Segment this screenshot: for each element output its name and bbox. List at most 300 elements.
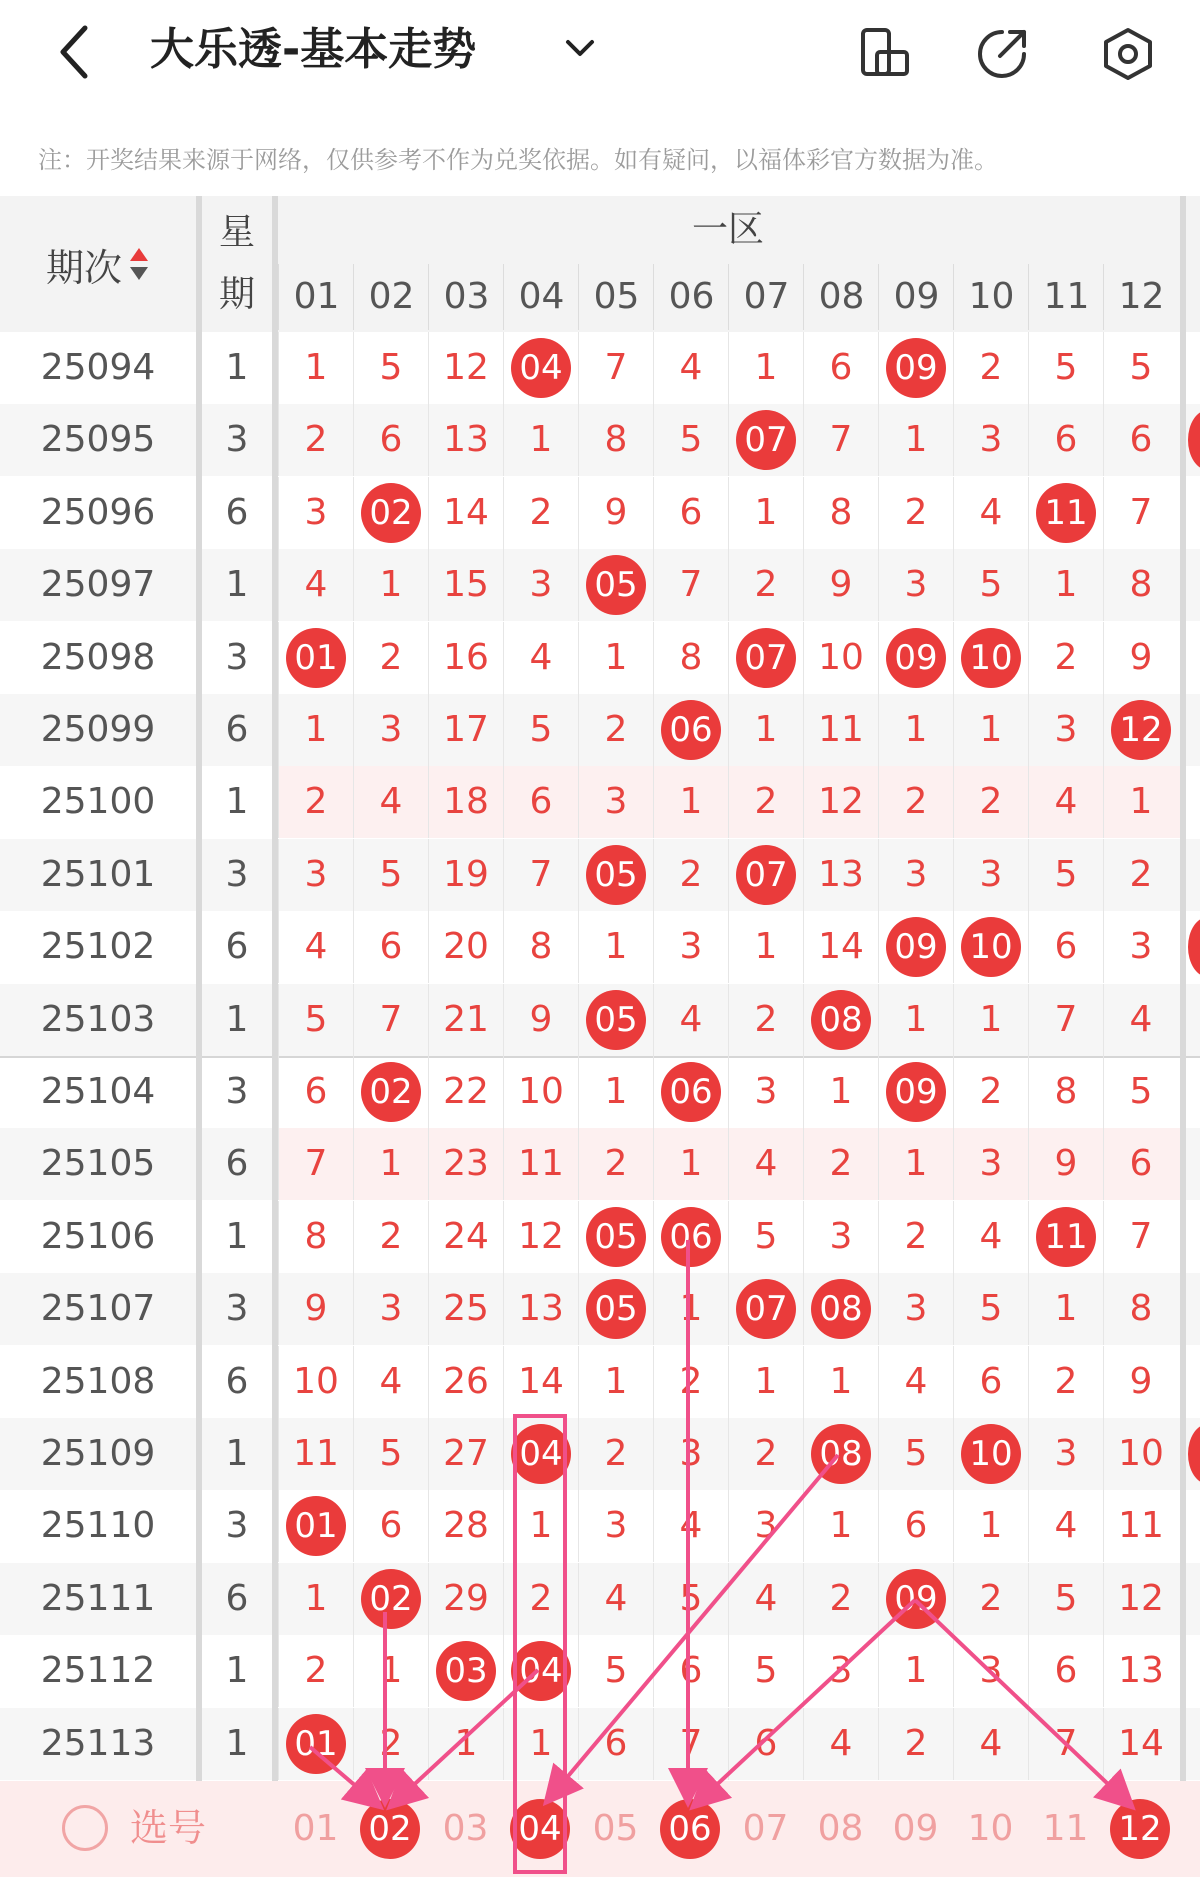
table-row — [0, 1128, 1200, 1200]
omission-cell: 6 — [653, 477, 728, 549]
drawn-ball: 05 — [586, 845, 646, 905]
weekday-value: 3 — [225, 1288, 249, 1330]
drawn-ball: 06 — [661, 1207, 721, 1267]
offscreen-ball — [1188, 410, 1200, 470]
omission-cell: 6 — [353, 911, 428, 983]
omission-cell: 3 — [578, 766, 653, 838]
omission-cell: 3 — [1028, 1418, 1103, 1490]
table-row — [0, 622, 1200, 694]
omission-cell: 5 — [1103, 332, 1178, 404]
drawn-number-cell — [1028, 1201, 1103, 1273]
omission-cell: 1 — [728, 694, 803, 766]
omission-cell: 6 — [1028, 1635, 1103, 1707]
selected-number[interactable] — [653, 1793, 728, 1865]
omission-cell: 14 — [503, 1346, 578, 1418]
table-row — [0, 1201, 1200, 1273]
omission-cell: 12 — [803, 766, 878, 838]
select-label: 选号 — [130, 1806, 207, 1850]
omission-cell: 1 — [278, 1563, 353, 1635]
drawn-ball: 10 — [961, 917, 1021, 977]
drawn-number-cell — [503, 1418, 578, 1490]
omission-cell: 4 — [653, 984, 728, 1056]
drawn-ball: 12 — [1111, 700, 1171, 760]
omission-cell: 6 — [353, 404, 428, 476]
table-row — [0, 332, 1200, 404]
omission-cell: 9 — [278, 1273, 353, 1345]
weekday-value: 6 — [225, 1143, 249, 1185]
omission-cell: 1 — [578, 622, 653, 694]
period-number: 25113 — [40, 1722, 156, 1764]
omission-cell: 4 — [653, 1490, 728, 1562]
period-number: 25106 — [40, 1215, 156, 1257]
weekday-value: 1 — [225, 347, 249, 388]
weekday-value: 1 — [225, 1433, 249, 1474]
omission-cell: 1 — [578, 1346, 653, 1418]
omission-cell: 2 — [953, 332, 1028, 404]
omission-cell: 5 — [1028, 1563, 1103, 1635]
omission-cell: 4 — [278, 911, 353, 983]
omission-cell: 1 — [503, 1490, 578, 1562]
omission-cell: 2 — [353, 622, 428, 694]
omission-cell: 3 — [503, 549, 578, 621]
omission-cell: 6 — [1028, 404, 1103, 476]
drawn-number-cell — [878, 1056, 953, 1128]
drawn-number-cell — [878, 911, 953, 983]
table-row — [0, 766, 1200, 838]
drawn-ball: 08 — [811, 1424, 871, 1484]
period-number: 25102 — [40, 926, 156, 968]
omission-cell: 3 — [803, 1635, 878, 1707]
omission-cell: 12 — [503, 1201, 578, 1273]
column-header: 02 — [353, 264, 429, 330]
drawn-number-cell — [878, 622, 953, 694]
omission-cell: 1 — [1103, 766, 1178, 838]
drawn-ball: 08 — [811, 1279, 871, 1339]
omission-cell: 12 — [428, 332, 503, 404]
column-divider — [1180, 196, 1186, 1781]
omission-cell: 1 — [353, 1635, 428, 1707]
selected-number[interactable] — [1103, 1793, 1178, 1865]
back-arrow-icon[interactable] — [55, 22, 95, 82]
drawn-ball: 07 — [736, 1279, 796, 1339]
drawn-ball: 09 — [886, 1062, 946, 1122]
omission-cell: 29 — [428, 1563, 503, 1635]
omission-cell: 9 — [1103, 1346, 1178, 1418]
omission-cell: 6 — [1103, 404, 1178, 476]
omission-cell: 4 — [878, 1346, 953, 1418]
omission-cell: 5 — [653, 1563, 728, 1635]
omission-cell: 8 — [1028, 1056, 1103, 1128]
omission-cell: 1 — [878, 984, 953, 1056]
omission-cell: 2 — [278, 404, 353, 476]
omission-cell: 5 — [728, 1201, 803, 1273]
omission-cell: 5 — [503, 694, 578, 766]
drawn-ball: 07 — [736, 845, 796, 905]
omission-cell: 9 — [803, 549, 878, 621]
column-header: 04 — [503, 264, 579, 330]
drawn-number-cell — [578, 1273, 653, 1345]
column-header: 08 — [803, 264, 879, 330]
drawn-number-cell — [503, 1635, 578, 1707]
drawn-number-cell — [578, 1201, 653, 1273]
omission-cell: 2 — [803, 1563, 878, 1635]
drawn-ball: 10 — [961, 1424, 1021, 1484]
chevron-down-icon[interactable] — [560, 28, 600, 68]
column-header: 12 — [1103, 264, 1179, 330]
omission-cell: 11 — [803, 694, 878, 766]
rotate-screen-icon[interactable] — [855, 24, 915, 84]
drawn-ball: 05 — [586, 1207, 646, 1267]
drawn-ball: 02 — [361, 1569, 421, 1629]
table-row — [0, 549, 1200, 621]
drawn-ball: 10 — [961, 628, 1021, 688]
omission-cell: 1 — [728, 332, 803, 404]
drawn-number-cell — [953, 911, 1028, 983]
omission-cell: 6 — [728, 1708, 803, 1780]
omission-cell: 2 — [953, 1056, 1028, 1128]
omission-cell: 10 — [503, 1056, 578, 1128]
omission-cell: 3 — [728, 1490, 803, 1562]
omission-cell: 10 — [1103, 1418, 1178, 1490]
omission-cell: 12 — [1103, 1563, 1178, 1635]
omission-cell: 4 — [728, 1128, 803, 1200]
weekday-value: 1 — [225, 781, 249, 823]
omission-cell: 1 — [1028, 1273, 1103, 1345]
omission-cell: 18 — [428, 766, 503, 838]
omission-cell: 6 — [653, 1635, 728, 1707]
omission-cell: 3 — [1103, 911, 1178, 983]
app-header — [0, 0, 1200, 110]
selectable-number[interactable]: 11 — [1042, 1808, 1089, 1849]
selectable-number[interactable]: 10 — [967, 1808, 1014, 1849]
omission-cell: 3 — [953, 1635, 1028, 1707]
omission-cell: 7 — [1028, 984, 1103, 1056]
drawn-number-cell — [353, 1563, 428, 1635]
weekday-value: 3 — [225, 853, 249, 895]
period-header-label: 期次 — [45, 245, 122, 290]
drawn-number-cell — [578, 984, 653, 1056]
omission-cell: 2 — [653, 1346, 728, 1418]
sort-icon[interactable] — [128, 244, 150, 284]
omission-cell: 7 — [1103, 1201, 1178, 1273]
omission-cell: 8 — [278, 1201, 353, 1273]
omission-cell: 13 — [1103, 1635, 1178, 1707]
omission-cell: 1 — [878, 404, 953, 476]
omission-cell: 3 — [953, 404, 1028, 476]
omission-cell: 4 — [578, 1563, 653, 1635]
omission-cell: 6 — [1028, 911, 1103, 983]
omission-cell: 1 — [728, 477, 803, 549]
omission-cell: 2 — [278, 1635, 353, 1707]
drawn-ball: 09 — [886, 338, 946, 398]
selectable-number[interactable]: 09 — [892, 1808, 939, 1849]
column-header: 05 — [578, 264, 654, 330]
period-number: 25105 — [40, 1143, 156, 1185]
omission-cell: 5 — [578, 1635, 653, 1707]
omission-cell: 1 — [953, 984, 1028, 1056]
period-number: 25111 — [40, 1577, 156, 1619]
omission-cell: 7 — [278, 1128, 353, 1200]
drawn-number-cell — [428, 1635, 503, 1707]
selected-ball: 12 — [1110, 1799, 1170, 1859]
weekday-value: 6 — [225, 926, 249, 968]
weekday-value: 6 — [225, 1360, 249, 1402]
omission-cell: 5 — [953, 549, 1028, 621]
omission-cell: 5 — [728, 1635, 803, 1707]
omission-cell: 5 — [1028, 839, 1103, 911]
offscreen-ball — [1188, 917, 1200, 977]
omission-cell: 1 — [278, 694, 353, 766]
omission-cell: 23 — [428, 1128, 503, 1200]
omission-cell: 2 — [728, 766, 803, 838]
settings-icon[interactable] — [1098, 24, 1158, 84]
omission-cell: 2 — [728, 984, 803, 1056]
weekday-value: 6 — [225, 491, 249, 533]
omission-cell: 1 — [878, 1635, 953, 1707]
omission-cell: 7 — [1028, 1708, 1103, 1780]
omission-cell: 8 — [1103, 1273, 1178, 1345]
omission-cell: 1 — [278, 332, 353, 404]
weekday-value: 1 — [225, 1215, 249, 1257]
period-number: 25099 — [40, 709, 156, 750]
omission-cell: 14 — [428, 477, 503, 549]
omission-cell: 8 — [1103, 549, 1178, 621]
drawn-number-cell — [878, 1563, 953, 1635]
omission-cell: 3 — [278, 839, 353, 911]
omission-cell: 5 — [878, 1418, 953, 1490]
weekday-value: 1 — [225, 1722, 249, 1764]
omission-cell: 5 — [953, 1273, 1028, 1345]
omission-cell: 4 — [653, 332, 728, 404]
omission-cell: 14 — [1103, 1708, 1178, 1780]
selected-ball: 06 — [660, 1799, 720, 1859]
omission-cell: 4 — [1028, 766, 1103, 838]
omission-cell: 6 — [278, 1056, 353, 1128]
drawn-ball: 04 — [511, 1424, 571, 1484]
selectable-number[interactable]: 05 — [592, 1808, 639, 1849]
omission-cell: 2 — [578, 694, 653, 766]
page-title: 大乐透-基本走势 — [150, 24, 477, 75]
selected-ball: 04 — [510, 1799, 570, 1859]
omission-cell: 2 — [1028, 622, 1103, 694]
period-number: 25096 — [40, 491, 156, 533]
omission-cell: 10 — [803, 622, 878, 694]
weekday-value: 3 — [225, 1505, 249, 1547]
omission-cell: 7 — [653, 1708, 728, 1780]
omission-cell: 5 — [1103, 1056, 1178, 1128]
omission-cell: 17 — [428, 694, 503, 766]
omission-cell: 8 — [578, 404, 653, 476]
drawn-number-cell — [803, 1273, 878, 1345]
omission-cell: 3 — [653, 911, 728, 983]
omission-cell: 7 — [803, 404, 878, 476]
weekday-column-header — [202, 196, 272, 332]
omission-cell: 2 — [503, 477, 578, 549]
column-header: 06 — [653, 264, 729, 330]
select-radio[interactable] — [62, 1805, 108, 1851]
omission-cell: 25 — [428, 1273, 503, 1345]
omission-cell: 3 — [953, 1128, 1028, 1200]
omission-cell: 9 — [1103, 622, 1178, 694]
drawn-number-cell — [278, 1490, 353, 1562]
weekday-value: 6 — [225, 1577, 249, 1619]
omission-cell: 6 — [578, 1708, 653, 1780]
weekday-value: 3 — [225, 636, 249, 678]
offscreen-ball — [1188, 1424, 1200, 1484]
omission-cell: 3 — [878, 1273, 953, 1345]
drawn-ball: 11 — [1036, 483, 1096, 543]
omission-cell: 3 — [353, 694, 428, 766]
table-row — [0, 911, 1200, 983]
period-number: 25112 — [40, 1650, 156, 1692]
omission-cell: 1 — [578, 1056, 653, 1128]
omission-cell: 3 — [878, 549, 953, 621]
drawn-ball: 09 — [886, 917, 946, 977]
drawn-number-cell — [728, 404, 803, 476]
omission-cell: 9 — [503, 984, 578, 1056]
selectable-number[interactable]: 01 — [292, 1808, 339, 1849]
omission-cell: 1 — [653, 1273, 728, 1345]
share-icon[interactable] — [972, 24, 1032, 84]
drawn-ball: 09 — [886, 1569, 946, 1629]
omission-cell: 1 — [803, 1056, 878, 1128]
drawn-ball: 05 — [586, 555, 646, 615]
omission-cell: 7 — [578, 332, 653, 404]
weekday-value: 1 — [225, 564, 249, 606]
table-row — [0, 984, 1200, 1056]
drawn-number-cell — [1028, 477, 1103, 549]
selected-number[interactable] — [503, 1793, 578, 1865]
omission-cell: 1 — [728, 1346, 803, 1418]
omission-cell: 20 — [428, 911, 503, 983]
omission-cell: 2 — [728, 549, 803, 621]
selectable-number[interactable]: 07 — [742, 1808, 789, 1849]
omission-cell: 9 — [1028, 1128, 1103, 1200]
omission-cell: 6 — [503, 766, 578, 838]
table-row — [0, 404, 1200, 476]
drawn-ball: 01 — [286, 1496, 346, 1556]
drawn-ball: 01 — [286, 628, 346, 688]
drawn-ball: 02 — [361, 1062, 421, 1122]
omission-cell: 1 — [728, 911, 803, 983]
drawn-ball: 07 — [736, 628, 796, 688]
omission-cell: 7 — [353, 984, 428, 1056]
omission-cell: 3 — [878, 839, 953, 911]
omission-cell: 21 — [428, 984, 503, 1056]
omission-cell: 2 — [578, 1128, 653, 1200]
drawn-ball: 02 — [361, 483, 421, 543]
drawn-number-cell — [503, 332, 578, 404]
drawn-number-cell — [878, 332, 953, 404]
omission-cell: 4 — [953, 477, 1028, 549]
drawn-ball: 11 — [1036, 1207, 1096, 1267]
drawn-number-cell — [728, 839, 803, 911]
weekday-value: 1 — [225, 1650, 249, 1692]
drawn-ball: 06 — [661, 1062, 721, 1122]
omission-cell: 16 — [428, 622, 503, 694]
omission-cell: 5 — [1028, 332, 1103, 404]
omission-cell: 4 — [728, 1563, 803, 1635]
omission-cell: 22 — [428, 1056, 503, 1128]
omission-cell: 6 — [353, 1490, 428, 1562]
drawn-ball: 09 — [886, 628, 946, 688]
period-number: 25108 — [40, 1360, 156, 1402]
table-row — [0, 1273, 1200, 1345]
table-row — [0, 1635, 1200, 1707]
omission-cell: 2 — [1028, 1346, 1103, 1418]
omission-cell: 4 — [503, 622, 578, 694]
omission-cell: 1 — [1028, 549, 1103, 621]
omission-cell: 13 — [503, 1273, 578, 1345]
period-number: 25101 — [40, 853, 156, 895]
period-column-header[interactable] — [0, 196, 196, 332]
column-divider — [272, 196, 278, 1781]
omission-cell: 1 — [803, 1490, 878, 1562]
drawn-number-cell — [728, 1273, 803, 1345]
omission-cell: 11 — [1103, 1490, 1178, 1562]
drawn-ball: 04 — [511, 1641, 571, 1701]
omission-cell: 3 — [353, 1273, 428, 1345]
omission-cell: 2 — [578, 1418, 653, 1490]
omission-cell: 2 — [728, 1418, 803, 1490]
omission-cell: 2 — [953, 1563, 1028, 1635]
omission-cell: 7 — [1103, 477, 1178, 549]
selectable-number[interactable]: 08 — [817, 1808, 864, 1849]
omission-cell: 2 — [803, 1128, 878, 1200]
omission-cell: 1 — [353, 549, 428, 621]
drawn-number-cell — [803, 984, 878, 1056]
omission-cell: 6 — [953, 1346, 1028, 1418]
omission-cell: 15 — [428, 549, 503, 621]
drawn-number-cell — [803, 1418, 878, 1490]
table-row — [0, 1563, 1200, 1635]
selectable-number[interactable]: 03 — [442, 1808, 489, 1849]
period-number: 25098 — [40, 636, 156, 678]
omission-cell: 2 — [878, 766, 953, 838]
omission-cell: 1 — [953, 1490, 1028, 1562]
omission-cell: 5 — [353, 1418, 428, 1490]
omission-cell: 4 — [953, 1201, 1028, 1273]
omission-cell: 5 — [653, 404, 728, 476]
omission-cell: 5 — [353, 839, 428, 911]
drawn-ball: 07 — [736, 410, 796, 470]
selected-number[interactable] — [353, 1793, 428, 1865]
period-number: 25103 — [40, 998, 156, 1040]
omission-cell: 1 — [653, 1128, 728, 1200]
drawn-number-cell — [653, 1056, 728, 1128]
drawn-number-cell — [578, 549, 653, 621]
column-header: 11 — [1028, 264, 1104, 330]
omission-cell: 1 — [953, 694, 1028, 766]
drawn-ball: 01 — [286, 1714, 346, 1774]
weekday-value: 6 — [225, 709, 249, 750]
drawn-ball: 06 — [661, 700, 721, 760]
omission-cell: 2 — [353, 1201, 428, 1273]
drawn-ball: 05 — [586, 1279, 646, 1339]
column-header: 03 — [428, 264, 504, 330]
table-row — [0, 694, 1200, 766]
omission-cell: 13 — [428, 404, 503, 476]
drawn-number-cell — [953, 622, 1028, 694]
omission-cell: 4 — [953, 1708, 1028, 1780]
omission-cell: 3 — [278, 477, 353, 549]
period-number: 25100 — [40, 781, 156, 823]
table-row — [0, 1346, 1200, 1418]
omission-cell: 3 — [728, 1056, 803, 1128]
omission-cell: 8 — [503, 911, 578, 983]
omission-cell: 1 — [503, 1708, 578, 1780]
drawn-number-cell — [278, 1708, 353, 1780]
